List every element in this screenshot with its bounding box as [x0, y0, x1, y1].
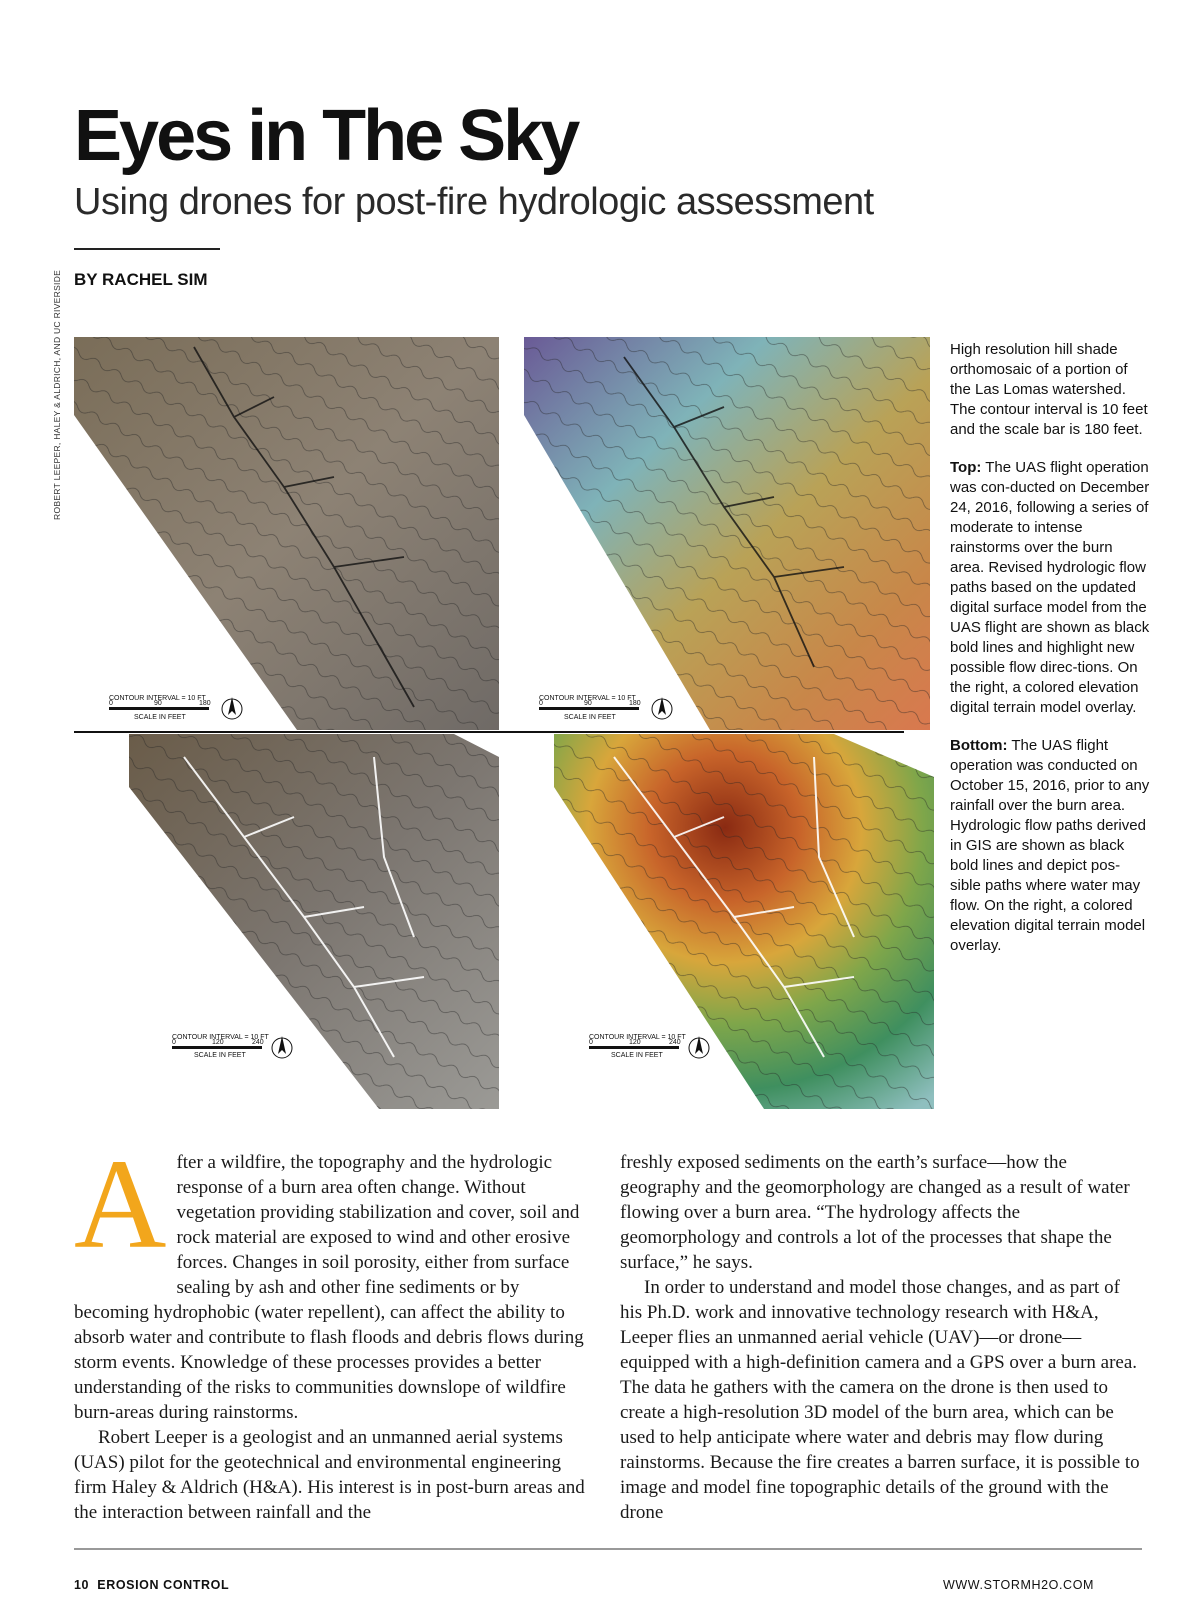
scale-label: SCALE IN FEET [194, 1052, 246, 1059]
caption-intro: High resolution hill shade orthomosaic of a portion of the Las Lomas watershed. The contour interval is 10 feet and the scale bar is 180 feet. [950, 341, 1148, 438]
svg-text:0: 0 [109, 700, 113, 707]
scale-bar-top-right [539, 695, 672, 721]
article-subtitle: Using drones for post-fire hydrologic assessment [74, 181, 874, 223]
scale-bar-bottom-right [589, 1034, 709, 1059]
map-bottom-left [129, 734, 499, 1109]
map-top-left [74, 337, 499, 730]
svg-text:180: 180 [629, 700, 641, 707]
paragraph: fter a wildfire, the topography and the hydrologic response of a burn area often change. Without vegetation providing stabilization and cover, soil and rock material are exposed to wind and other erosive forces. Changes in soil porosity, either from surface sealing by ash and other fine sediments or by becoming hydrophobic (water repellent), can affect the ability to absorb water and contribute to flash floods and debris flows during storm events. Knowledge of these processes provides a better understanding of the risks to communities downslope of wildfire burn-areas during rainstorms. [74, 1152, 584, 1423]
contour-interval-label: CONTOUR INTERVAL = 10 FT [109, 695, 206, 702]
figure-caption [950, 340, 1150, 974]
byline: BY RACHEL SIM [74, 270, 208, 289]
body-column-1 [74, 1133, 594, 1525]
paragraph: Robert Leeper is a geologist and an unmanned aerial systems (UAS) pilot for the geotechnical and environmental engineering firm Haley & Aldrich (H&A). His interest is in post-burn areas and the interaction between rainfall and the [74, 1427, 585, 1523]
svg-text:90: 90 [154, 700, 162, 707]
photo-credit: ROBERT LEEPER, HALEY & ALDRICH, AND UC RIVERSIDE [52, 269, 62, 520]
contour-interval-label: CONTOUR INTERVAL = 10 FT [539, 695, 636, 702]
svg-text:120: 120 [212, 1039, 224, 1046]
paragraph: freshly exposed sediments on the earth’s surface—how the geography and the geomorphology are changed as a result of water flowing over a burn area. “The hydrology affects the geomorphology and controls a lot of the processes that shape the surface,” he says. [620, 1152, 1130, 1273]
scale-label: SCALE IN FEET [611, 1052, 663, 1059]
map-top-right [524, 337, 930, 730]
scale-bar-bottom-left [172, 1034, 292, 1059]
article-title: Eyes in The Sky [74, 96, 578, 176]
svg-text:240: 240 [252, 1039, 264, 1046]
caption-top: Top: The UAS flight operation was con-ducted on December 24, 2016, following a series of moderate to intense rainstorms over the burn area. Revised hydrologic flow paths based on the updated digital surface model from the UAS flight are shown as black bold lines and highlight new possible flow direc-tions. On the right, a colored elevation digital terrain model overlay. [950, 459, 1150, 716]
scale-label: SCALE IN FEET [134, 714, 186, 721]
drop-cap: A [74, 1133, 167, 1275]
contour-interval-label: CONTOUR INTERVAL = 10 FT [589, 1034, 686, 1041]
page-number: 10 [74, 1578, 90, 1592]
footer-folio [74, 1578, 229, 1592]
svg-text:0: 0 [172, 1039, 176, 1046]
svg-text:120: 120 [629, 1039, 641, 1046]
svg-text:180: 180 [199, 700, 211, 707]
body-column-2 [620, 1150, 1140, 1525]
section-name: EROSION CONTROL [97, 1578, 230, 1592]
map-figure [74, 337, 934, 1109]
contour-interval-label: CONTOUR INTERVAL = 10 FT [172, 1034, 269, 1041]
footer-url: WWW.STORMH2O.COM [943, 1578, 1095, 1592]
paragraph: In order to understand and model those changes, and as part of his Ph.D. work and innovative technology research with H&A, Leeper flies an unmanned aerial vehicle (UAV)—or drone—equipped with a high-definition camera and a GPS over a burn area. The data he gathers with the camera on the drone is then used to create a high-resolution 3D model of the burn area, which can be used to help anticipate where water and debris may flow during rainstorms. Because the fire creates a barren surface, it is possible to image and model fine topographic details of the ground with the drone [620, 1277, 1140, 1523]
svg-text:0: 0 [539, 700, 543, 707]
caption-bottom: Bottom: The UAS flight operation was conducted on October 15, 2016, prior to any rainfall over the burn area. Hydrologic flow paths derived in GIS are shown as black bold lines and depict pos-sible paths where water may flow. On the right, a colored elevation digital terrain model overlay. [950, 737, 1150, 954]
svg-text:90: 90 [584, 700, 592, 707]
title-divider [74, 248, 220, 250]
svg-text:240: 240 [669, 1039, 681, 1046]
svg-text:0: 0 [589, 1039, 593, 1046]
scale-label: SCALE IN FEET [564, 714, 616, 721]
footer-divider [74, 1548, 1142, 1550]
